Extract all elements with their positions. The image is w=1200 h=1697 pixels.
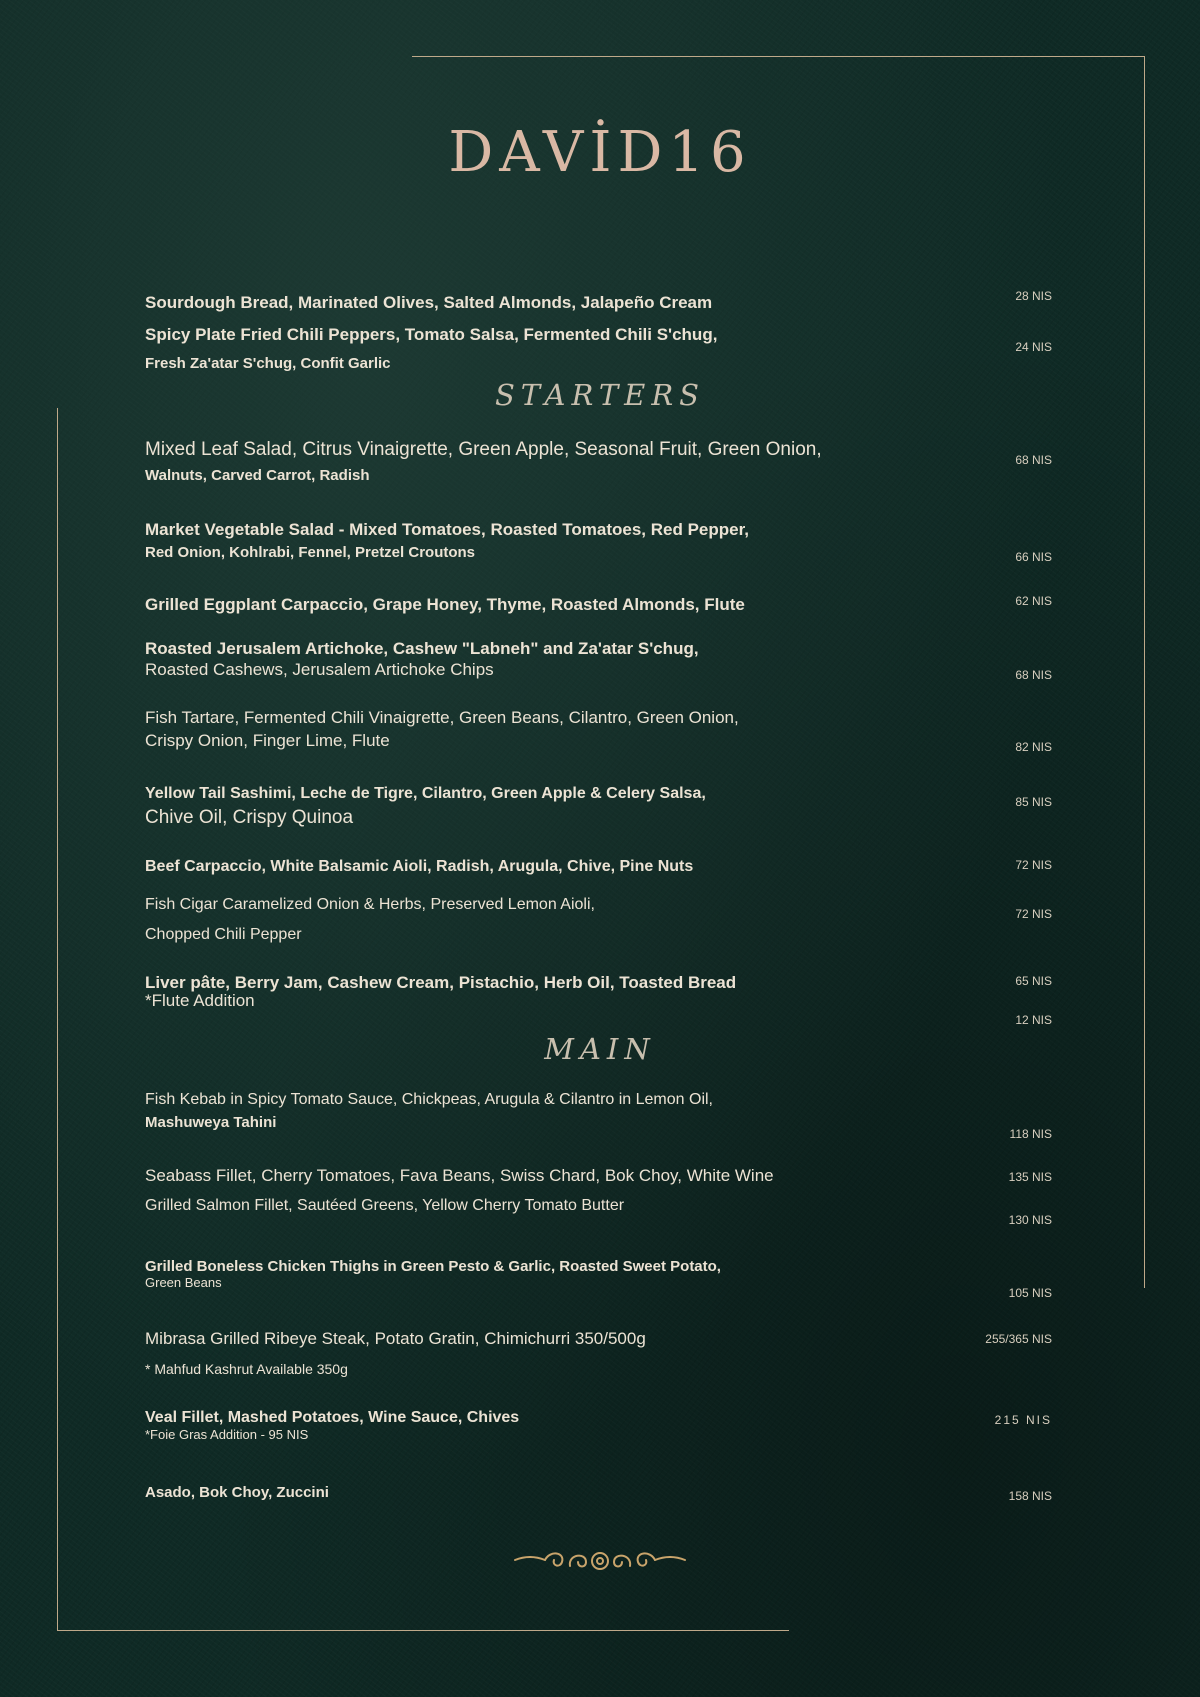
item-price: 28 NIS bbox=[1015, 289, 1052, 303]
item-price: 65 NIS bbox=[1015, 974, 1052, 988]
item-description: Veal Fillet, Mashed Potatoes, Wine Sauce, Chives bbox=[145, 1409, 520, 1426]
menu-item bbox=[145, 595, 945, 615]
menu-item bbox=[145, 785, 945, 829]
menu-item bbox=[145, 708, 945, 751]
item-price: 82 NIS bbox=[1015, 740, 1052, 754]
item-price: 72 NIS bbox=[1015, 858, 1052, 872]
menu-item bbox=[145, 973, 945, 1011]
menu-item bbox=[145, 439, 945, 484]
item-description-2: Chopped Chili Pepper bbox=[145, 926, 302, 943]
menu-item bbox=[145, 1091, 945, 1131]
item-price: 68 NIS bbox=[1015, 668, 1052, 682]
item-description: Beef Carpaccio, White Balsamic Aioli, Radish, Arugula, Chive, Pine Nuts bbox=[145, 858, 694, 875]
menu-item bbox=[145, 520, 945, 561]
item-description: Asado, Bok Choy, Zuccini bbox=[145, 1484, 329, 1501]
item-description-2: Green Beans bbox=[145, 1275, 222, 1290]
item-price: 85 NIS bbox=[1015, 795, 1052, 809]
item-price: 72 NIS bbox=[1015, 907, 1052, 921]
item-description-2: Roasted Cashews, Jerusalem Artichoke Chips bbox=[145, 660, 494, 679]
item-description-2: Walnuts, Carved Carrot, Radish bbox=[145, 467, 370, 484]
item-price: 66 NIS bbox=[1015, 550, 1052, 564]
item-description: Grilled Eggplant Carpaccio, Grape Honey, Thyme, Roasted Almonds, Flute bbox=[145, 595, 745, 614]
item-description-2: *Flute Addition bbox=[145, 991, 255, 1010]
menu-item bbox=[145, 1197, 945, 1215]
item-price: 215 NIS bbox=[994, 1413, 1052, 1427]
item-description-2: Mashuweya Tahini bbox=[145, 1114, 277, 1131]
menu-item bbox=[145, 1409, 945, 1442]
menu-item bbox=[145, 639, 945, 680]
item-price: 105 NIS bbox=[1008, 1286, 1052, 1300]
item-price: 135 NIS bbox=[1008, 1170, 1052, 1184]
item-description: Seabass Fillet, Cherry Tomatoes, Fava Beans, Swiss Chard, Bok Choy, White Wine bbox=[145, 1166, 774, 1185]
item-price: 255/365 NIS bbox=[985, 1332, 1052, 1346]
item-description: Spicy Plate Fried Chili Peppers, Tomato Salsa, Fermented Chili S'chug, bbox=[145, 325, 718, 344]
item-description: Fish Cigar Caramelized Onion & Herbs, Preserved Lemon Aioli, bbox=[145, 896, 595, 913]
item-description: Mixed Leaf Salad, Citrus Vinaigrette, Green Apple, Seasonal Fruit, Green Onion, bbox=[145, 439, 822, 460]
menu-item bbox=[145, 325, 945, 372]
item-description: Liver pâte, Berry Jam, Cashew Cream, Pistachio, Herb Oil, Toasted Bread bbox=[145, 973, 737, 992]
item-description: Grilled Boneless Chicken Thighs in Green Pesto & Garlic, Roasted Sweet Potato, bbox=[145, 1258, 721, 1275]
menu-item bbox=[145, 1329, 945, 1377]
menu-item bbox=[145, 1258, 945, 1290]
item-price: 62 NIS bbox=[1015, 594, 1052, 608]
section-title-main: MAIN bbox=[544, 1032, 656, 1066]
item-description-2: Red Onion, Kohlrabi, Fennel, Pretzel Croutons bbox=[145, 544, 476, 561]
menu-item bbox=[145, 896, 945, 944]
item-price: 158 NIS bbox=[1008, 1489, 1052, 1503]
item-price-addition: 12 NIS bbox=[1015, 1013, 1052, 1027]
item-description: Grilled Salmon Fillet, Sautéed Greens, Yellow Cherry Tomato Butter bbox=[145, 1197, 625, 1214]
item-price: 24 NIS bbox=[1015, 340, 1052, 354]
item-description: Market Vegetable Salad - Mixed Tomatoes, Roasted Tomatoes, Red Pepper, bbox=[145, 520, 749, 539]
menu-item bbox=[145, 1166, 945, 1186]
menu-item bbox=[145, 858, 945, 876]
item-description-2: *Foie Gras Addition - 95 NIS bbox=[145, 1427, 309, 1442]
item-description-2: Crispy Onion, Finger Lime, Flute bbox=[145, 731, 390, 750]
item-price: 68 NIS bbox=[1015, 453, 1052, 467]
menu-item bbox=[145, 293, 945, 313]
item-price: 118 NIS bbox=[1009, 1127, 1052, 1141]
item-description-2: * Mahfud Kashrut Available 350g bbox=[145, 1361, 348, 1377]
item-description-2: Fresh Za'atar S'chug, Confit Garlic bbox=[145, 355, 391, 372]
item-description: Roasted Jerusalem Artichoke, Cashew "Labneh" and Za'atar S'chug, bbox=[145, 639, 699, 658]
item-price: 130 NIS bbox=[1008, 1213, 1052, 1227]
restaurant-logo: DAVİD16 bbox=[448, 120, 752, 185]
item-description: Fish Tartare, Fermented Chili Vinaigrette, Green Beans, Cilantro, Green Onion, bbox=[145, 708, 739, 727]
item-description: Sourdough Bread, Marinated Olives, Salted Almonds, Jalapeño Cream bbox=[145, 293, 713, 312]
item-description: Fish Kebab in Spicy Tomato Sauce, Chickpeas, Arugula & Cilantro in Lemon Oil, bbox=[145, 1091, 713, 1108]
flourish-ornament-icon bbox=[510, 1540, 690, 1580]
frame-bottom-left bbox=[57, 408, 789, 1631]
section-title-starters: STARTERS bbox=[494, 378, 706, 412]
item-description: Yellow Tail Sashimi, Leche de Tigre, Cilantro, Green Apple & Celery Salsa, bbox=[145, 785, 706, 802]
menu-item bbox=[145, 1484, 945, 1501]
item-description-2: Chive Oil, Crispy Quinoa bbox=[145, 807, 354, 828]
item-description: Mibrasa Grilled Ribeye Steak, Potato Gratin, Chimichurri 350/500g bbox=[145, 1329, 646, 1348]
